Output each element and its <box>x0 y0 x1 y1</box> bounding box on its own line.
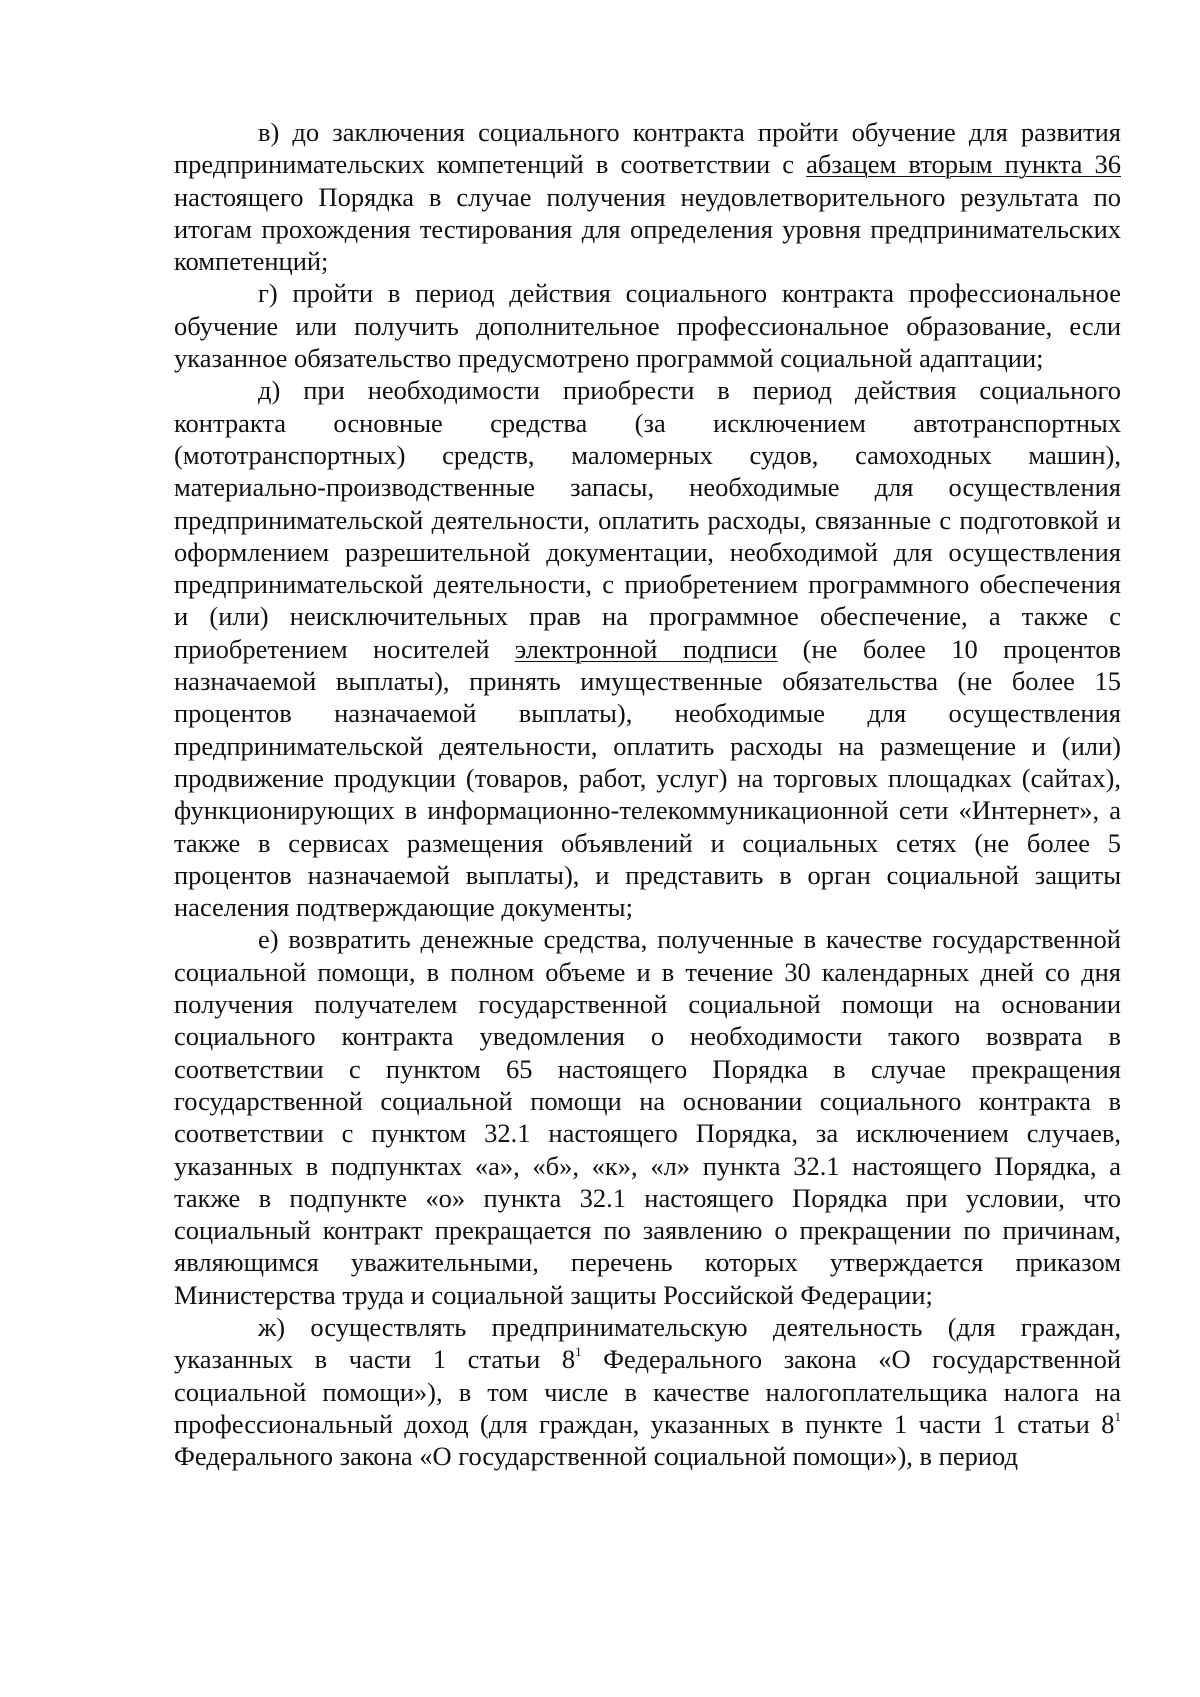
link-abzac-vtorym-punkta-36[interactable]: абзацем вторым пункта 36 <box>806 149 1121 180</box>
document-body <box>174 116 1121 1472</box>
paragraph-text: (не более 10 процентов назначаемой выплаты), принять имущественные обязательства (не более 15 процентов назначаемой выплаты), необходимые для осуществления предпринимательской деятельности, оплатить расходы на размещение и (или) продвижение продукции (товаров, работ, услуг) на торговых площадках (сайтах), функционирующих в информационно-телекоммуникационной сети «Интернет», а также в сервисах размещения объявлений и социальных сетях (не более 5 процентов назначаемой выплаты), и представить в орган социальной защиты населения подтверждающие документы; <box>174 633 1121 923</box>
paragraph-text: в) до заключения социального контракта пройти обучение для развития предпринимательских компетенций в соответствии с <box>174 117 1121 180</box>
paragraph-text: Федерального закона «О государственной социальной помощи»), в период <box>174 1441 1019 1472</box>
superscript-index: 1 <box>1114 1409 1121 1425</box>
paragraph-text: Федерального закона «О государственной социальной помощи»), в том числе в качестве налогоплательщика налога на профессиональный доход (для граждан, указанных в пункте 1 части 1 статьи 8 <box>174 1344 1121 1439</box>
paragraph-text: ж) осуществлять предпринимательскую деятельность (для граждан, указанных в части 1 статьи 8 <box>174 1311 1121 1375</box>
link-elektronnoj-podpisi[interactable]: электронной подписи <box>514 633 778 664</box>
paragraph-text: д) при необходимости приобрести в период действия социального контракта основные средства (за исключением автотранспортных (мототранспортных) средств, маломерных судов, самоходных машин), материально-производственные запасы, необходимые для осуществления предпринимательской деятельности, оплатить расходы, связанные с подготовкой и оформлением разрешительной документации, необходимой для осуществления предпринимательской деятельности, с приобретением программного обеспечения и (или) неисключительных прав на программное обеспечение, а также с приобретением носителей <box>174 375 1121 664</box>
paragraph-text: е) возвратить денежные средства, полученные в качестве государственной социальной помощи, в полном объеме и в течение 30 календарных дней со дня получения получателем государственной социальной помощи на основании социального контракта уведомления о необходимости такого возврата в соответствии с пунктом 65 настоящего Порядка в случае прекращения государственной социальной помощи на основании социального контракта в соответствии с пунктом 32.1 настоящего Порядка, за исключением случаев, указанных в подпунктах «а», «б», «к», «л» пункта 32.1 настоящего Порядка, а также в подпункте «о» пункта 32.1 настоящего Порядка при условии, что социальный контракт прекращается по заявлению о прекращении по причинам, являющимся уважительными, перечень которых утверждается приказом Министерства труда и социальной защиты Российской Федерации; <box>174 924 1121 1310</box>
paragraph-zh <box>174 1311 1121 1472</box>
paragraph-v <box>174 116 1121 277</box>
paragraph-d <box>174 374 1121 923</box>
paragraph-e <box>174 923 1121 1311</box>
paragraph-text: настоящего Порядка в случае получения неудовлетворительного результата по итогам прохождения тестирования для определения уровня предпринимательских компетенций; <box>174 181 1121 277</box>
superscript-index: 1 <box>575 1344 582 1360</box>
paragraph-g <box>174 277 1121 374</box>
paragraph-text: г) пройти в период действия социального контракта профессиональное обучение или получить дополнительное профессиональное образование, если указанное обязательство предусмотрено программой социальной адаптации; <box>174 278 1121 374</box>
